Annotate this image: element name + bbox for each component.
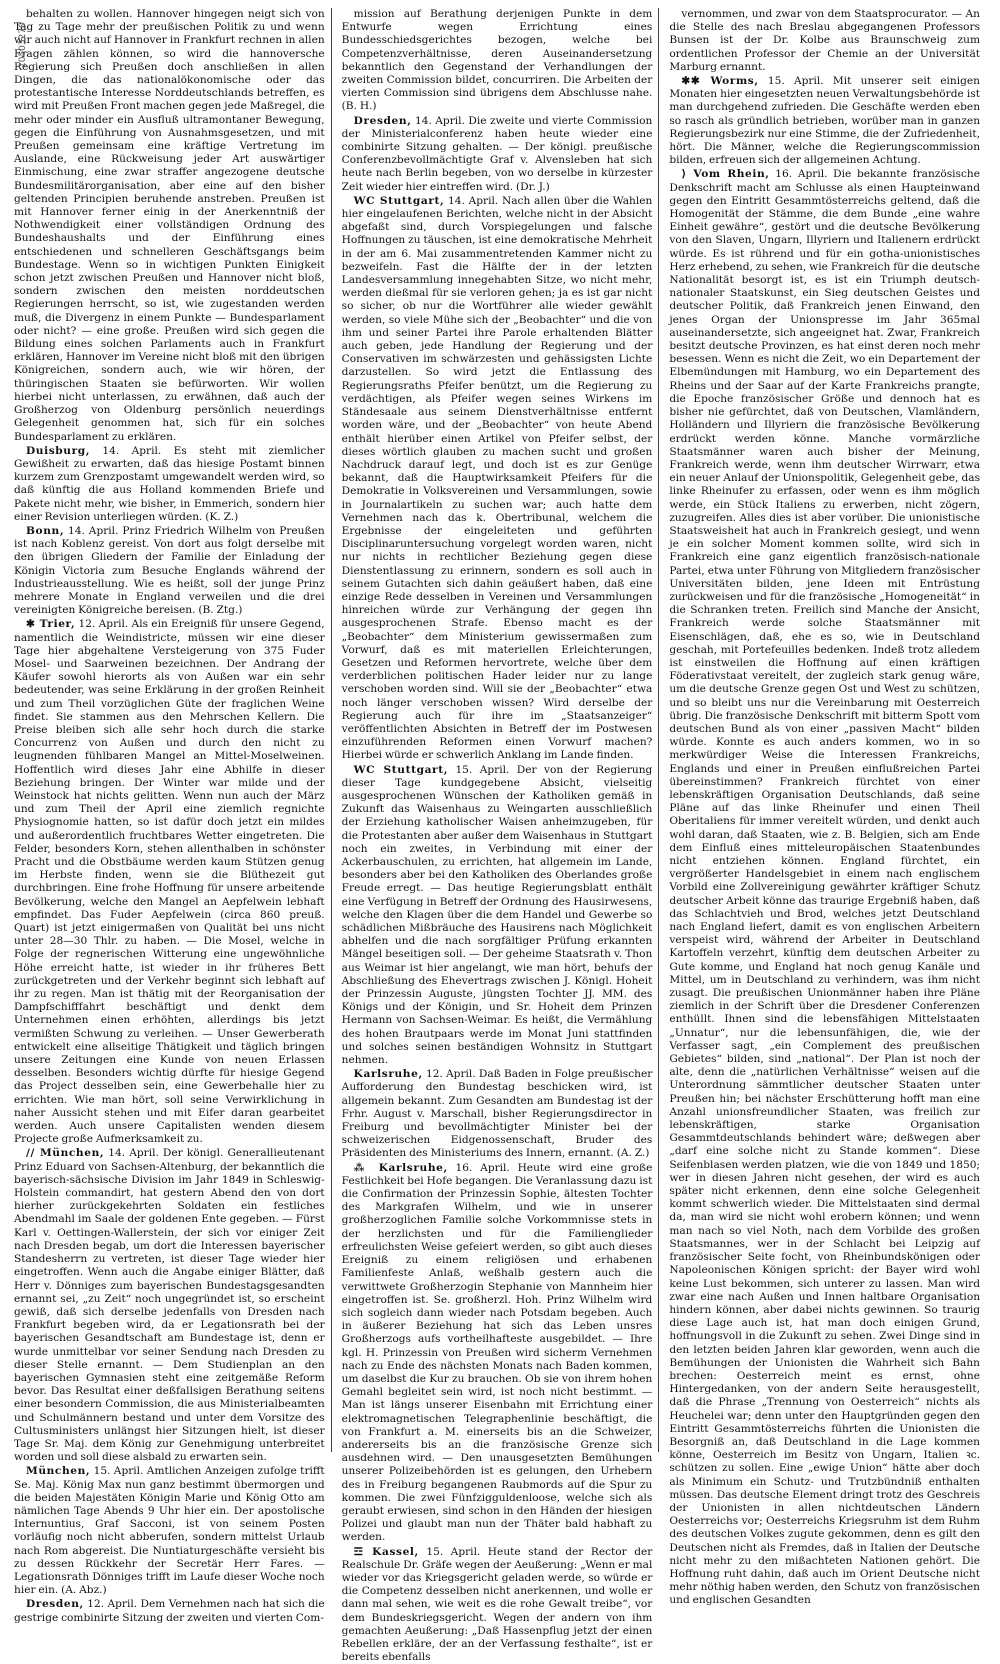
article-dateline: WC Stuttgart, [353,763,449,776]
article-text: mission auf Berathung derjenigen Punkte in dem Entwurfe wegen Errichtung eines Bundesschiedsgerichtes bezogen, welche bei Competenzverhältnisse, deren Auseinandersetzung bekanntlich den Gegenstand der Verhandlungen der zweiten Commission bildet, concurriren. Die Arbeiten der vierten Commission sind übrigens dem Abschlusse nahe. [341,8,653,100]
article-dateline: WC Stuttgart, [353,194,445,207]
article-text: vernommen, und zwar von dem Staatsprocurator. — An die Stelle des nach Breslau abgegangenen Professors Bunsen ist der Dr. Kolbe aus Braunschweig zum ordentlichen Professor der Chemie an der Universität Marburg ernannt. [669,8,981,73]
article-text: 15. April. Amtlichen Anzeigen zufolge trifft Se. Maj. König Max nun ganz bestimmt übermorgen und die beiden Majestäten Königin Marie und König Otto am nämlichen Tage Abends 9 Uhr hier ein. Der apostolische Internuntius, Graf Sacconi, ist von seinem Posten vorläufig noch nicht abberufen, sondern mittelst Urlaub nach Rom abgereist. Die Nuntiaturgeschäfte versieht bis zu dessen Rückkehr der Secretär Herr Fares. — Legationsrath Dönniges trifft im Laufe dieser Woche noch hier ein. [14,1465,325,1597]
column-3 [669,8,986,1607]
article-text: 12. April. Dem Vernehmen nach hat sich die gestrige combinirte Sitzung der zweiten und vierten Com- [14,1598,325,1624]
article-paragraph [342,8,653,114]
page-id: 10503270 [18,22,28,68]
article-paragraph [342,115,653,194]
article-text: 12. April. Daß Baden in Folge preußischer Aufforderung den Bundestag beschicken wird, ist allgemein bekannt. Zum Gesandten am Bundestag ist der Frhr. August v. Marschall, bisher Regierungsdirector in Freiburg und bevollmächtigter Minister bei der schweizerischen Eidgenossenschaft, Bruder des Präsidenten des Ministeriums des Innern, ernannt. [341,1068,653,1160]
article-text: 15. April. Der von der Regierung dieser Tage kundgegebene Absicht, vielseitig ausgesprochenen Wünschen der Katholiken gemäß in Zukunft das Waisenhaus zu Weingarten ausschließlich der Erziehung katholischer Waisen anheimzugeben, für die Protestanten aber außer dem Waisenhaus in Stuttgart noch ein zweites, in Verbindung mit einer der Ackerbauschulen, zu errichten, hat allgemein im Lande, besonders aber bei den Katholiken des Oberlandes große Freude erregt. — Das heutige Regierungsblatt enthält eine Verfügung in Betreff der Ordnung des Hausirwesens, welche den Klagen über die dem Handel und Gewerbe so schädlichen Mißbräuche des Hausirens nach Möglichkeit abhelfen und die nach sorgfältiger Prüfung erkannten Mängel beseitigen soll. — Der geheime Staatsrath v. Thon aus Weimar ist hier angelangt, wie man hört, behufs der Abschließung des Ehevertrags zwischen J. Königl. Hoheit der Prinzessin Auguste, jüngsten Tochter JJ. MM. des Königs und der Königin, und Sr. Hoheit dem Prinzen Hermann von Sachsen-Weimar. Es heißt, die Vermählung des hohen Brautpaars werde im Monat Juni stattfinden und solches seinen beständigen Wohnsitz in Stuttgart nehmen. [341,763,653,1067]
article-text: behalten zu wollen. Hannover hingegen neigt sich von Tag zu Tage mehr der preußischen Politik zu und wenn wir auch nicht auf Hannover in Frankfurt rechnen in allen Fragen zählen können, so wird die hannoversche Regierung sich Preußen doch anschließen in allen Dingen, die das nationalökonomische oder das protestantische Interesse Norddeutschlands betreffen, es wird mit Preußen Front machen gegen jede Maßregel, die mehr oder minder ein Ausfluß ultramontaner Bewegung, gegen die Einführung von Ausnahmsgesetzen, und mit Preußen gemeinsam eine kräftige Vertretung im Auslande, eine Rückweisung jeder Art auswärtiger Einmischung, eine zwar straffer angezogene deutsche Bundesmilitärorganisation, aber eine auf den bisher geltenden Principien beruhende anstreben. Preußen ist mit Hannover ferner einig in der Anerkenntniß der Nothwendigkeit einer vollständigen Ordnung des Bundeshaushalts und der Einführung eines entschiedenen und schnelleren Geschäftsgangs beim Bundestage. Wenn so in wichtigen Punkten Einigkeit schon jetzt zwischen Preußen und Hannover nicht bloß, sondern zwischen den meisten norddeutschen Regierungen herrscht, so ist, wie zugestanden werden muß, die Divergenz in einem Punkte — Bundesparlament oder nicht? — eine große. Preußen wird sich gegen die Bildung eines solchen Parlaments auch in Frankfurt erklären, Hannover im Vereine nicht bloß mit den übrigen Königreichen, sondern auch, wie wir hören, der thüringischen Staaten sie befürworten. Wir wollen hierbei nicht unterlassen, zu erwähnen, daß auch der Großherzog von Oldenburg persönlich neuerdings Gelegenheit genommen hat, sich für ein solches Bundesparlament zu erklären. [14,8,325,443]
article-dateline: ✱ Trier, [26,618,76,631]
article-text: 14. April. Die zweite und vierte Commission der Ministerialconferenz haben heute wieder eine combinirte Sitzung gehalten. — Der königl. preußische Conferenzbevollmächtigte Graf v. Alvensleben hat sich heute nach Berlin begeben, von wo derselbe in kürzester Zeit wieder hier eintreffen wird. [341,114,653,193]
article-dateline: Dresden, [26,1598,84,1611]
article-dateline: ✱✱ Worms, [681,75,759,88]
article-paragraph [14,1465,325,1597]
article-paragraph [342,1068,653,1160]
article-text: 14. April. Es steht mit ziemlicher Gewißheit zu erwarten, daß das hiesige Postamt binnen kurzem zum Grenzpostamt umgewandelt werden wird, so daß künftig die aus Holland kommenden Briefe und Pakete nicht mehr, wie bisher, in Emmerich, sondern hier einer Revision unterliegen würden. [14,444,325,523]
article-paragraph [14,8,325,444]
source-citation: (K. Z.) [205,510,239,523]
source-citation: (Dr. J.) [516,180,550,193]
article-dateline: Duisburg, [26,444,91,457]
columns [14,8,986,1664]
article-text: 12. April. Als ein Ereigniß für unsere Gegend, namentlich die Weindistricte, müssen wir eine dieser Tage hier abgehaltene Versteigerung von 375 Fuder Mosel- und Saarweinen bezeichnen. Der Andrang der Käufer sowohl hierorts als von Außen war ein sehr bedeutender, was seine Erklärung in der großen Reinheit und zum Theil vorzüglichen Güte der fraglichen Weine findet. Sie stammen aus den Mehrschen Kellern. Die Preise bleiben sich alle sehr hoch durch die starke Concurrenz von Außen und durch den nicht zu leugnenden fühlbaren Mangel an Mittel-Moselweinen. Hoffentlich wird dieses Jahr eine Abhilfe in dieser Beziehung bringen. Der Winter war milde und der Weinstock hat nichts gelitten. Wenn nun auch der März und zum Theil der April eine ziemlich regnichte Physiognomie hatten, so ist dafür doch jetzt ein mildes und außerordentlich fruchtbares Wetter eingetreten. Die Felder, besonders Korn, stehen allenthalben in schönster Pracht und die Obstbäume werden kaum Stützen genug im Herbste finden, wenn sie die Blüthezeit gut durchbringen. Eine frohe Hoffnung für unsere arbeitende Bevölkerung, welche den Mangel an Aepfelwein lebhaft empfindet. Das Fuder Aepfelwein (circa 860 preuß. Quart) ist jetzt einigermaßen von Qualität bei uns nicht unter 28—30 Thlr. zu haben. — Die Mosel, welche in Folge der regnerischen Witterung eine ungewöhnliche Höhe erreicht hatte, ist wieder in ihr früheres Bett zurückgetreten und der Verkehr beginnt sich lebhaft auf ihr zu regen. Man ist thätig mit der Reorganisation der Dampfschifffahrt beschäftigt und denkt dem Unternehmen einen erhöhten, allerdings bis jetzt vermißten Schwung zu verleihen. — Unser Gewerberath entwickelt eine allseitige Thätigkeit und täglich bringen unsere Zeitungen eine Kunde von neuen Erlassen desselben. Besonders wichtig dürfte für hiesige Gegend das Project desselben sein, eine Gewerbehalle hier zu errichten. Wie man hört, soll seine Verwirklichung in naher Aussicht stehen und mit Eifer daran gearbeitet werden. Auch unsere Capitalisten wenden diesem Projecte große Aufmerksamkeit zu. [14,618,325,1146]
source-citation: (A. Abz.) [61,1584,107,1597]
article-paragraph [669,168,980,1607]
article-paragraph [342,195,653,763]
article-text: 15. April. Mit unserer seit einigen Monaten hier eingesetzten neuen Verwaltungsbehörde ist man durchgehend zufrieden. Die Geschäfte werden eben so rasch als gründlich betrieben, worüber man in ganzen Regierungsbezirk nur eine Stimme, die der Zufriedenheit, hört. Die Männer, welche die Regierungscommission bilden, erfreuen sich der allgemeinen Achtung. [669,75,981,167]
article-dateline: Dresden, [353,114,412,127]
article-paragraph [14,618,325,1146]
article-paragraph [14,445,325,524]
article-dateline: ⁂ Karlsruhe, [353,1161,448,1174]
article-paragraph [14,525,325,617]
article-dateline: ☲ Kassel, [353,1545,419,1558]
source-citation: (A. Z.) [616,1147,650,1160]
article-dateline: Karlsruhe, [353,1068,423,1081]
article-text: 14. April. Der königl. Generallieutenant Prinz Eduard von Sachsen-Altenburg, der bekanntlich die bayerisch-sächsische Division im Jahr 1849 in Schleswig-Holstein commandirt, hat gestern Abend den von dort hierher zurückgekehrten Soldaten ein festliches Abendmahl im Saale der goldenen Ente gegeben. — Fürst Karl v. Oettingen-Wallerstein, der sich vor einiger Zeit nach Dresden begab, um dort die Interessen bayerischer Standesherrn zu vertreten, ist dieser Tage wieder hier eingetroffen. Wenn auch die Angabe einiger Blätter, daß Herr v. Dönniges zum bayerischen Bundestagsgesandten ernannt sei, „zu Zeit“ noch ungegründet ist, so erscheint gewiß, daß sich derselbe jedenfalls von Dresden nach Frankfurt begeben wird, da er Legationsrath bei der bayerischen Gesandtschaft am Bundestage ist, denn er wurde unmittelbar vor seiner Sendung nach Dresden zu dieser Stelle ernannt. — Dem Studienplan an den bayerischen Gymnasien steht eine zeitgemäße Reform bevor. Das Resultat einer deßfallsigen Berathung seitens einer besondern Commission, die aus Ministerialbeamten und Schulmännern bestand und unter dem Vorsitze des Cultusministers unlängst hier Sitzungen hielt, ist dieser Tage Sr. Maj. dem König zur Genehmigung unterbreitet worden und soll diese alsbald zu erwarten sein. [14,1147,325,1464]
article-paragraph [669,8,980,74]
article-text: 15. April. Heute stand der Rector der Realschule Dr. Gräfe wegen der Aeußerung: „Wenn er mal wieder vor das Kriegsgericht geladen werde, so würde er die Competenz desselben nicht anerkennen, und wolle er dann mal sehen, wie weit es die rohe Gewalt treibe“, vor dem Bundeskriegsgericht. Wegen der andern von ihm gemachten Aeußerung: „Daß Hassenpflug jetzt der einen Rebellen erkläre, der an der Verfassung festhalte“, ist er bereits ebenfalls [341,1545,653,1664]
article-text: 16. April. Die bekannte französische Denkschrift macht am Schlusse als einen Haupteinwand gegen den Eintritt Gesammtösterreichs geltend, daß die Homogenität der Stämme, die dem Bunde „eine wahre Einheit gewähre“, gestört und die deutsche Bevölkerung von den Slaven, Ungarn, Illyriern und Italienern erdrückt würde. Es ist rührend und für ein gotha-unionistisches Herz erhebend, zu sehen, wie Frankreich für die deutsche Nationalität besorgt ist, es ist ein Triumph deutsch-nationaler Staatskunst, ein Sieg deutschen Geistes und deutscher Politik, daß Frankreich jenen Einwand, den jenes Organ der Unionspresse im Jahr 365mal auseinandersetzte, sich angeeignet hat. Zwar, Frankreich besitzt deutsche Provinzen, es hat einst deren noch mehr besessen. Wenn es nicht die Zeit, wo ein Departement der Elbemündungen mit Hamburg, wo ein Departement des Rheins und der Saar auf der Karte Frankreichs prangte, die Epoche französischer Größe und dennoch hat es bisher nie gefürchtet, daß von Deutschen, Vlamländern, Holländern und Illyriern die französische Bevölkerung erdrückt werden könne. Manche vormärzliche Staatsmänner waren auch bisher der Meinung, Frankreich werde, wenn ihm deutscher Wirrwarr, etwa ein neuer Anlauf der Unionspolitik, Gelegenheit gebe, das linke Rheinufer zu erfassen, oder wenn es ihm möglich werde, ein Stück Italiens zu erwerben, nicht zögern, zuzugreifen. Alles dies ist aber vorüber. Die unionistische Staatsweisheit hat auch in Frankreich gesiegt, und wenn je ein solcher Moment kommen sollte, wird sich in Frankreich eine ganz eigentlich französisch-nationale Partei, etwa unter Führung von Mitgliedern französischer Universitäten bilden, jene Ideen mit Entrüstung zurückweisen und für die französische „Homogeneität“ in die Schranken treten. Freilich sind Manche der Ansicht, Frankreich werde solche Staatsmänner mit Eisenschlägen, daß, ehe es so, wie in Deutschland geschah, mit Portefeuilles bedenken. Indeß trotz alledem ist einstweilen die Hoffnung auf einen kräftigen Föderativstaat vereitelt, der zugleich stark genug wäre, um die deutsche Grenze gegen Ost und West zu schützen, und so bleibt uns nur die Vereinbarung mit Oesterreich übrig. Die französische Denkschrift mit bitterm Spott vom deutschen Bund als von einer „passiven Macht“ bilden würde. Konnte es auch anders kommen, wo in so merkwürdiger Weise die Interessen Frankreichs, Englands und einer in Preußen einflußreichen Partei übereinstimmen? Frankreich fürchtet von einer lebenskräftigen Organisation Deutschlands, daß seine Pläne auf das linke Rheinufer und einen Theil Oberitaliens für immer vereitelt würden, und denkt auch wohl daran, daß Staaten, wie z. B. Belgien, sich am Ende dem Einfluß eines mitteleuropäischen Staatenbundes nicht entziehen können. England fürchtet, ein vergrößerter Handelsgebiet in einem nach englischem Vorbild eine Zollvereinigung gewährter kräftiger Schutz deutscher Arbeit könne das traurige Ergebniß haben, daß das Schlachtvieh und Brod, welches jetzt Deutschland nach England liefert, damit es von englischen Arbeitern verspeist wird, während der Arbeiter in Deutschland Kartoffeln verzehrt, künftig dem deutschen Arbeiter zu Gute komme, und England hat noch genug Kanäle und Mittel, um in Deutschland zu verhindern, was ihm nicht zusagt. Die preußischen Unionmänner haben ihre Pläne ziemlich in der Schrift über die Dresdener Conferenzen enthüllt. Ihnen sind die lebensfähigen Mittelstaaten „Unnatur“, nur die lebensunfähigen, die, wie der Verfasser sagt, „ein Complement des preußischen Gebietes“ bilden, sind „national“. Der Plan ist noch der alte, denn die „natürlichen Verhältnisse“ weisen auf die Unterordnung sämmtlicher deutscher Staaten unter Preußen hin; bei nächster Erschütterung hofft man eine Anzahl unionsfreundlicher Staaten, was freilich zur lebenskräftigen, starke Organisation Gesammtdeutschlands behindert wäre; deßwegen aber „darf eine solche nicht zu Stande kommen“. Diese Seifenblasen werden platzen, wie die von 1849 und 1850; wer in diesen Jahren nicht gesehen, der wird es auch später nicht erkennen, denn eine solche Gelegenheit kommt schwerlich wieder. Die Mittelstaaten sind dermal da, man wird sie nicht wohl erobern können; und wenn man nach so viel Noth, nach dem Vorbilde des großen Staatsmannes, wer in der Schlacht bei Leipzig auf französischer Seite focht, von Rheinbundskönigen oder Napoleonischen Königen spricht: der Bayer wird wohl keine Lust bekommen, sich unterer zu lassen. Man wird zwar eine nach Außen und Innen haltbare Organisation hindern können, aber dabei nichts gewinnen. So traurig diese Lage auch ist, hat man doch einigen Grund, hoffnungsvoll in die Zukunft zu sehen. Zwei Dinge sind in den letzten beiden Jahren klar geworden, wenn auch die Bemühungen der Unionisten die Wahrheit sich Bahn brechen: Oesterreich meint es ernst, ohne Hintergedanken, von der andern Seite herausgestellt, daß die Phrase „Trennung von Oesterreich“ nichts als Heuchelei war; denn unter den Hauptgründen gegen den Eintritt Gesammtösterreichs führten die Unionisten die Besorgniß an, daß Deutschland in die Lage kommen könne, Oesterreich im Besitz von Ungarn, Italien ꝛc. schützen zu sollen. Eine „ewige Union“ hätte aber doch als Minimum ein Schutz- und Trutzbündniß enthalten müssen. Das deutsche Element dringt trotz des Geschreis der Unionisten in allen nichtdeutschen Ländern Oesterreichs vor; Oesterreichs Kriegsruhm ist dem Ruhm des deutschen Volkes zugute gekommen, denn es gilt den Deutschen nicht als Fremdes, daß in Italien der Deutsche nicht mehr zu den mißachteten Nationen gehört. Die Hoffnung ruht dahin, daß auch im Orient Deutsche nicht mehr nöthig haben werden, den Schutz von französischen und englischen Gesandten [669,168,981,1607]
newspaper-page [14,8,986,1664]
article-paragraph [342,1162,653,1545]
article-dateline: München, [26,1465,91,1478]
article-dateline: // München, [26,1147,105,1160]
article-text: 16. April. Heute wird eine große Festlichkeit bei Hofe begangen. Die Veranlassung dazu ist die Confirmation der Prinzessin Sophie, ältesten Tochter des Markgrafen Wilhelm, und wie in unserer großherzoglichen Familie solche Vorkommnisse stets in der herzlichsten und für die Familienglieder erfreulichsten Weise gefeiert werden, so gibt auch dieses Ereigniß zu einem religiösen und erhabenen Familienfeste Anlaß, weßhalb gestern auch die verwittwete Großherzogin Stephanie von Mannheim hier eingetroffen ist. Se. großherzl. Hoh. Prinz Wilhelm wird sich sogleich dann wieder nach Potsdam begeben. Auch in äußerer Beziehung hat sich das Leben unsres Großherzogs aufs vortheilhafteste ausgebildet. — Ihre kgl. H. Prinzessin von Preußen wird sicherm Vernehmen nach zu Ende des nächsten Monats nach Baden kommen, um daselbst die Kur zu brauchen. Ob sie von ihrem hohen Gemahl begleitet sein wird, ist noch nicht bestimmt. — Man ist längs unserer Eisenbahn mit Errichtung einer elektromagnetischen Telegraphenlinie beschäftigt, die von Frankfurt a. M. einerseits bis an die Schweizer, andererseits bis an die französische Grenze sich ausdehnen wird. — Den unausgesetzten Bemühungen unserer Polizeibehörden ist es gelungen, den Urhebern des in Freiburg begangenen Raubmords auf die Spur zu kommen. Die zwei Fünfzigguldenloose, welche sich als geraubt erwiesen, sind schon in den Händen der hiesigen Polizei und glaubt man nun der Thäter bald habhaft zu werden. [341,1161,653,1544]
source-citation: (B. Ztg.) [198,604,243,617]
article-paragraph [342,764,653,1068]
article-paragraph [669,75,980,167]
column-2 [341,8,660,1664]
article-text: 14. April. Prinz Friedrich Wilhelm von Preußen ist nach Koblenz gereist. Von dort aus folgt derselbe mit den übrigen Gliedern der Familie der Einladung der Königin Victoria zum Besuche Englands während der Industrieausstellung. Wie es heißt, soll der junge Prinz mehrere Monate in England verweilen und die drei vereinigten Königreiche bereisen. [14,524,325,617]
article-dateline: ⟩ Vom Rhein, [681,168,770,181]
article-paragraph [14,1147,325,1464]
source-citation: (B. H.) [341,100,377,113]
article-paragraph [342,1546,653,1664]
article-paragraph [14,1598,325,1624]
article-dateline: Bonn, [26,524,65,537]
article-text: 14. April. Nach allen über die Wahlen hier eingelaufenen Berichten, welche nicht in der Absicht abgefaßt sind, durch Vorspiegelungen und falsche Hoffnungen zu täuschen, ist eine demokratische Mehrheit in der am 6. Mai zusammentretenden Kammer nicht zu bezweifeln. Fast die Hälfte der in der letzten Landesversammlung innegehabten Sitze, wo nicht mehr, werden dießmal für sie verloren gehen; ja es ist gar nicht so sicher, ob nur die Wortführer alle wieder gewählt werden, so viele Mühe sich der „Beobachter“ und die von ihm und seiner Partei ihre Parole erhaltenden Blätter auch geben, jede Handlung der Regierung und der Conservativen im schwärzesten und gehässigsten Lichte darzustellen. So wird jetzt die Entlassung des Regierungsraths Pfeifer benützt, um die Regierung zu verdächtigen, als Pfeifer wegen seines Wirkens im Ständesaale aus seinem Dienstverhältnisse entfernt worden wäre, und der „Beobachter“ von heute Abend enthält hierüber einen Artikel von Pfeifer selbst, der dieses wörtlich glauben zu machen sucht und großen Nachdruck darauf legt, und doch ist es zur Genüge bekannt, daß die Hauptwirksamkeit Pfeifers für die Demokratie in Volksvereinen und Versammlungen, sowie in Journalartikeln zu suchen war; auch hatte dem Vernehmen nach das k. Obertribunal, welchem die Ergebnisse der eingeleiteten und geführten Disciplinaruntersuchung vorgelegt worden waren, nicht nur nichts in rechtlicher Beziehung gegen diese Dienstentlassung zu erinnern, sondern es soll auch in seinem Gutachten sich dahin geäußert haben, daß eine einzige Rede desselben in Vereinen und Versammlungen hinreichen würde zur Verhängung der gegen ihn ausgesprochenen Strafe. Ebenso macht es der „Beobachter“ dem Ministerium gewissermaßen zum Vorwurf, daß es mit materiellen Erleichterungen, Gesetzen und Reformen hervortrete, welche über dem verderblichen politischen Hader leider nur zu lange verschoben worden sind. Will sie der „Beobachter“ etwa noch länger verschoben wissen? Wird derselbe der Regierung auch für ihre im „Staatsanzeiger“ veröffentlichten Absichten in Betreff der im Postwesen einzuführenden Reformen einen Vorwurf machen? Hierbei würde er schwerlich Anklang im Lande finden. [341,194,653,762]
column-1 [14,8,332,1624]
